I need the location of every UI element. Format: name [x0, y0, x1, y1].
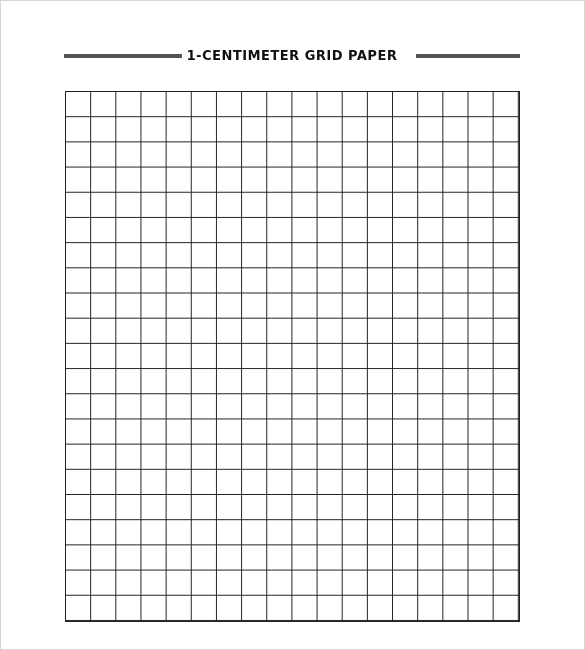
- centimeter-grid: [65, 91, 520, 622]
- page-title: 1-CENTIMETER GRID PAPER: [186, 49, 398, 64]
- title-row: [64, 47, 520, 67]
- title-rule-right: [416, 54, 520, 58]
